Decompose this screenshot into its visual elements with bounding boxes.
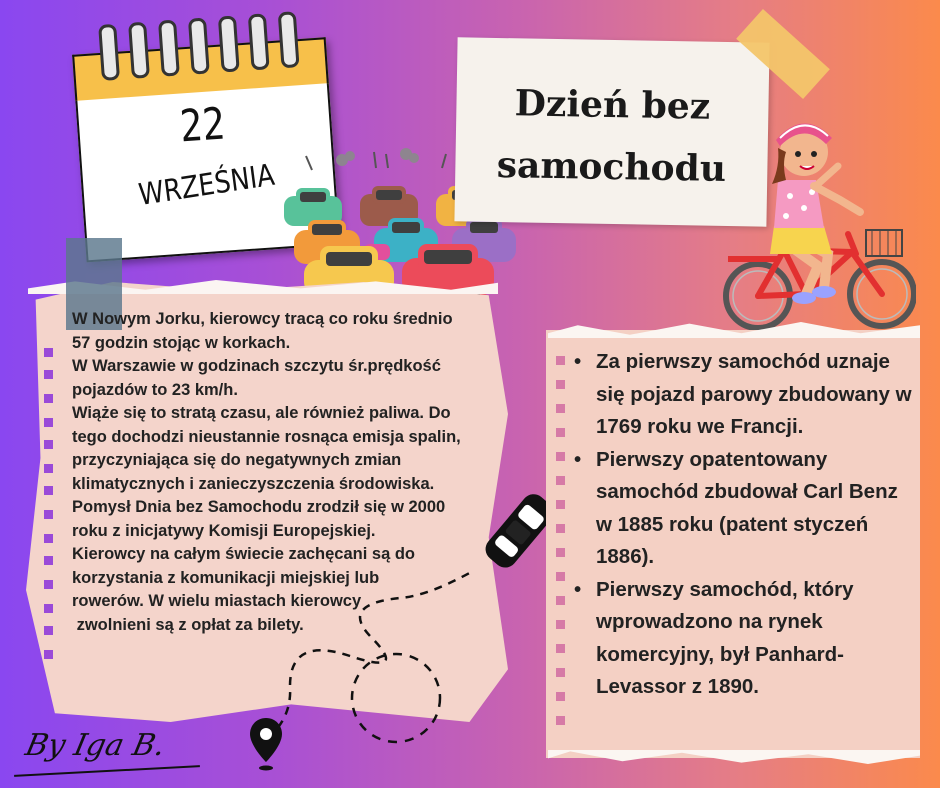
- text-line: W Warszawie w godzinach szczytu śr.prędkość: [72, 357, 441, 375]
- text-line: zwolnieni są z opłat za bilety.: [72, 615, 304, 634]
- text-line: klimatycznych i zanieczyszczenia środowiska.: [72, 474, 435, 493]
- title-line-2: samochodu: [496, 143, 727, 190]
- right-paper-torn-edge-bottom: [548, 750, 920, 764]
- girl-on-bicycle-illustration: [720, 104, 916, 336]
- calendar-month: WRZEŚNIA: [136, 157, 277, 214]
- author-signature: By Iga B.: [22, 728, 169, 763]
- text-line: Kierowcy na całym świecie zachęcani są do: [72, 545, 416, 563]
- text-line: 57 godzin stojąc w korkach.: [72, 333, 291, 352]
- route-path-illustration: [230, 486, 470, 786]
- list-item: • Pierwszy opatentowany samochód zbudował Carl Benz w 1885 roku (patent styczeń 1886).: [572, 444, 912, 574]
- text-line: Wiąże się to stratą czasu, ale również paliwa. Do: [72, 404, 451, 422]
- text-line: rowerów. W wielu miastach kierowcy: [72, 592, 362, 610]
- calendar-day: 22: [178, 98, 227, 153]
- text-line: Pomysł Dnia bez Samochodu zrodził się w 2000: [72, 498, 446, 516]
- text-line: W Nowym Jorku, kierowcy tracą co roku średnio: [72, 310, 453, 328]
- text-line: korzystania z komunikacji miejskiej lub: [72, 568, 380, 587]
- text-line: pojazdów to 23 km/h.: [72, 380, 238, 399]
- map-pin-icon: [250, 718, 282, 771]
- title-line-1: Dzień bez: [514, 82, 711, 128]
- list-item: • Za pierwszy samochód uznaje się pojazd parowy zbudowany w 1769 roku we Francji.: [572, 346, 912, 444]
- facts-list: [572, 346, 912, 704]
- signature-underline: [14, 765, 200, 777]
- text-line: tego dochodzi nieustannie rosnąca emisja spalin,: [72, 427, 461, 446]
- text-line: przyczyniająca się do negatywnych zmian: [72, 451, 402, 469]
- text-line: roku z inicjatywy Komisji Europejskiej.: [72, 521, 376, 540]
- list-item: • Pierwszy samochód, który wprowadzono na rynek komercyjny, był Panhard-Levassor z 1890.: [572, 574, 912, 704]
